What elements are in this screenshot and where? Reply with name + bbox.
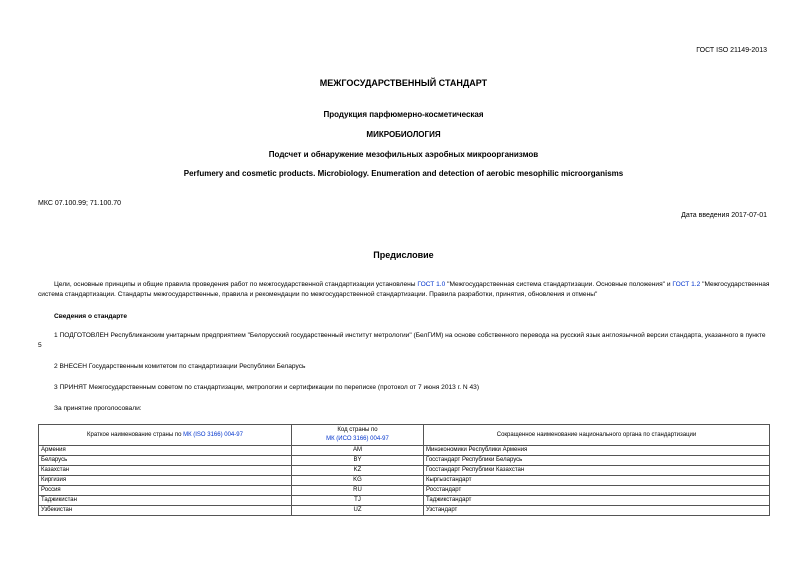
document-code: ГОСТ ISO 21149-2013 — [696, 47, 767, 54]
mks-classification: МКС 07.100.99; 71.100.70 — [38, 200, 122, 207]
table-row — [39, 466, 770, 476]
code-cell: BY — [292, 456, 424, 466]
introduction-date: Дата введения 2017-07-01 — [681, 212, 767, 219]
body-cell: Минэкономики Республики Армения — [424, 446, 770, 456]
foreword-text-3: "Межгосударственная система стандартизации. Стандарты межгосударственные, правила и рекомендации по межгосударственной стандартизации. Правила разработки, принятия, обновления и отмены" — [38, 281, 770, 298]
country-cell: Беларусь — [39, 456, 292, 466]
table-row — [39, 456, 770, 466]
table-row — [39, 476, 770, 486]
gost-1-0-link[interactable]: ГОСТ 1.0 — [417, 281, 446, 288]
table-header-row — [39, 425, 770, 446]
country-cell: Таджикистан — [39, 496, 292, 506]
header-country-name: Краткое наименование страны по МК (ISO 3166) 004-97 — [39, 425, 292, 446]
body-cell: Госстандарт Республики Казахстан — [424, 466, 770, 476]
body-cell: Росстандарт — [424, 486, 770, 496]
body-cell: Узстандарт — [424, 506, 770, 516]
table-row — [39, 506, 770, 516]
mk-iso-3166-code-link[interactable]: МК (ИСО 3166) 004-97 — [326, 436, 389, 442]
country-cell: Узбекистан — [39, 506, 292, 516]
standard-info-heading: Сведения о стандарте — [54, 313, 128, 320]
voted-for-label: За принятие проголосовали: — [54, 405, 142, 412]
header-standards-body: Сокращенное наименование национального органа по стандартизации — [424, 425, 770, 446]
subject-title: МИКРОБИОЛОГИЯ — [366, 130, 441, 139]
code-cell: UZ — [292, 506, 424, 516]
russian-title: Подсчет и обнаружение мезофильных аэробных микроорганизмов — [268, 150, 539, 159]
item-prepared: 1 ПОДГОТОВЛЕН Республиканским унитарным предприятием "Белорусский государственный институт метрологии" (БелГИМ) на основе собственного перевода на русский язык англоязычной версии стандарта, указанного в пункте 5 — [38, 332, 766, 349]
body-cell: Таджикстандарт — [424, 496, 770, 506]
voting-countries-table — [38, 424, 770, 516]
body-cell: Кыргызстандарт — [424, 476, 770, 486]
table-row — [39, 486, 770, 496]
gost-1-2-link[interactable]: ГОСТ 1.2 — [672, 281, 701, 288]
item-submitted: 2 ВНЕСЕН Государственным комитетом по стандартизации Республики Беларусь — [54, 363, 306, 370]
country-cell: Казахстан — [39, 466, 292, 476]
interstate-standard-heading: МЕЖГОСУДАРСТВЕННЫЙ СТАНДАРТ — [319, 78, 488, 88]
table-row — [39, 496, 770, 506]
foreword-heading: Предисловие — [373, 250, 434, 260]
code-cell: KG — [292, 476, 424, 486]
product-title: Продукция парфюмерно-косметическая — [323, 110, 484, 119]
code-cell: AM — [292, 446, 424, 456]
table-row — [39, 446, 770, 456]
body-cell: Госстандарт Республики Беларусь — [424, 456, 770, 466]
foreword-text-1: Цели, основные принципы и общие правила проведения работ по межгосударственной стандартизации установлены — [54, 281, 418, 288]
country-cell: Киргизия — [39, 476, 292, 486]
english-title: Perfumery and cosmetic products. Microbiology. Enumeration and detection of aerobic mesophilic microorganisms — [183, 169, 624, 178]
item-adopted: 3 ПРИНЯТ Межгосударственным советом по стандартизации, метрологии и сертификации по переписке (протокол от 7 июня 2013 г. N 43) — [54, 384, 480, 391]
code-cell: TJ — [292, 496, 424, 506]
header-country-code: Код страны по МК (ИСО 3166) 004-97 — [292, 425, 424, 446]
mk-iso-3166-link[interactable]: МК (ISO 3166) 004-97 — [183, 431, 243, 438]
foreword-paragraph — [38, 280, 770, 300]
code-cell: RU — [292, 486, 424, 496]
country-cell: Россия — [39, 486, 292, 496]
country-cell: Армения — [39, 446, 292, 456]
code-cell: KZ — [292, 466, 424, 476]
foreword-text-2: "Межгосударственная система стандартизации. Основные положения" и — [445, 281, 673, 288]
